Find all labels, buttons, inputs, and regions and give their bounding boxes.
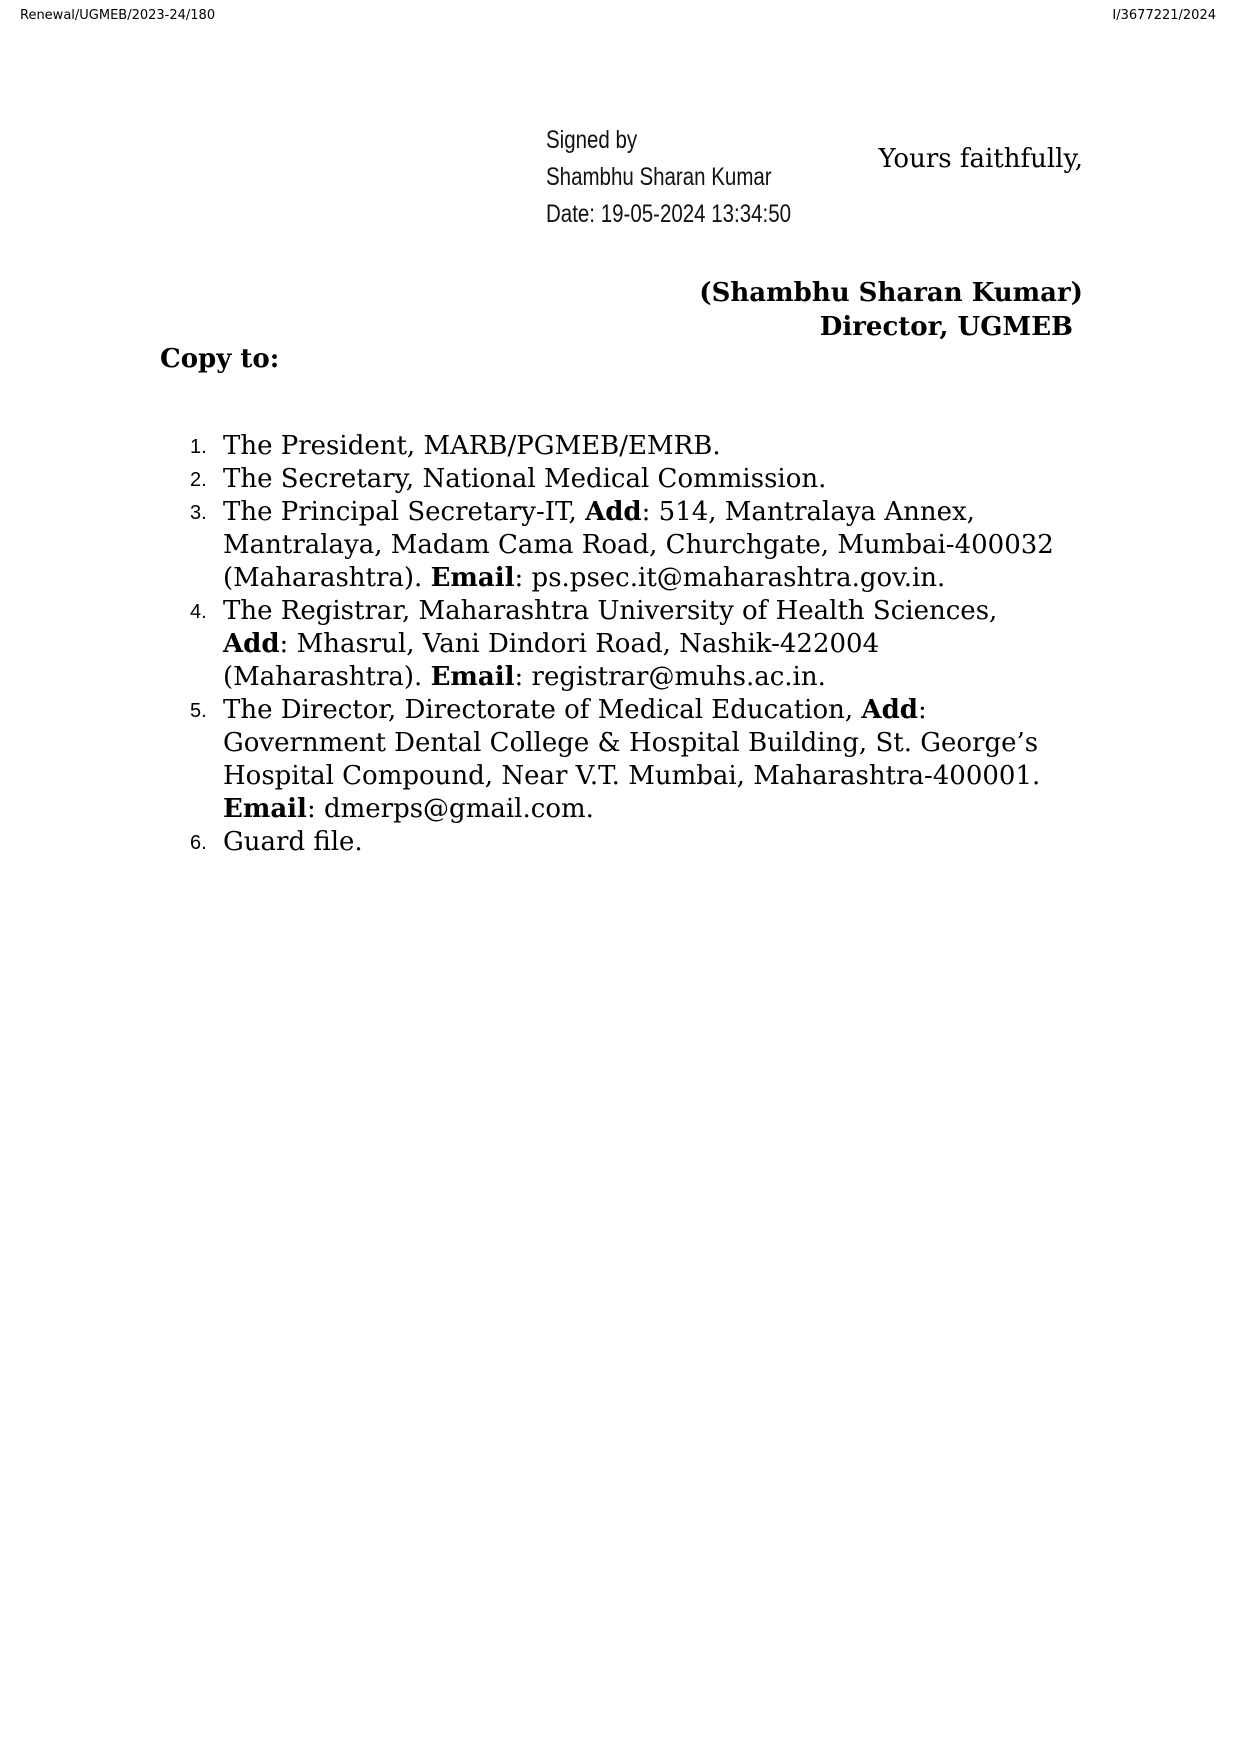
copy-to-heading: Copy to: — [160, 344, 280, 374]
reference-number: Renewal/UGMEB/2023-24/180 — [20, 8, 216, 23]
address-text: : — [917, 695, 927, 725]
document-id: I/3677221/2024 — [1112, 8, 1216, 23]
list-item — [190, 826, 1090, 859]
list-item — [190, 463, 1090, 496]
email-text: : registrar@muhs.ac.in. — [514, 662, 826, 692]
list-item-text: The Principal Secretary-IT, — [223, 497, 586, 527]
list-item — [190, 496, 1090, 595]
list-item-text: The Registrar, Maharashtra University of Health Sciences, — [223, 596, 998, 626]
signature-date: Date: 19-05-2024 13:34:50 — [546, 200, 792, 228]
address-text: : 514, Mantralaya Annex, — [641, 497, 975, 527]
address-text: Government Dental College & Hospital Building, St. George’s — [223, 728, 1039, 758]
list-item — [190, 694, 1090, 826]
signature-signed-by: Signed by — [546, 126, 638, 154]
list-number: 1. — [190, 436, 207, 458]
closing-salutation: Yours faithfully, — [878, 144, 1083, 174]
list-number: 2. — [190, 469, 207, 491]
list-number: 3. — [190, 502, 207, 524]
email-text: : dmerps@gmail.com. — [306, 794, 594, 824]
list-item — [190, 430, 1090, 463]
add-label: Add — [861, 695, 918, 725]
email-label: Email — [223, 794, 307, 824]
address-text: Hospital Compound, Near V.T. Mumbai, Maharashtra-400001. — [223, 761, 1041, 791]
list-item-text: The Secretary, National Medical Commission. — [223, 464, 827, 494]
copy-to-list — [190, 430, 1090, 859]
add-label: Add — [223, 629, 280, 659]
list-item-text: Guard file. — [223, 827, 363, 857]
email-text: : ps.psec.it@maharashtra.gov.in. — [514, 563, 946, 593]
email-label: Email — [430, 563, 515, 593]
signatory-block — [699, 276, 1083, 344]
list-item-text: The Director, Directorate of Medical Education, — [223, 695, 862, 725]
signature-signer-name: Shambhu Sharan Kumar — [546, 163, 772, 191]
signatory-designation: Director, UGMEB — [819, 312, 1073, 342]
digital-signature-block — [546, 122, 791, 233]
address-text: : Mhasrul, Vani Dindori Road, Nashik-422004 — [279, 629, 880, 659]
list-number: 6. — [190, 832, 207, 854]
list-item-text: The President, MARB/PGMEB/EMRB. — [223, 431, 721, 461]
signatory-name: (Shambhu Sharan Kumar) — [699, 278, 1083, 308]
list-item — [190, 595, 1090, 694]
address-text: (Maharashtra). — [223, 662, 431, 692]
address-text: (Maharashtra). — [223, 563, 431, 593]
add-label: Add — [585, 497, 642, 527]
list-number: 4. — [190, 601, 207, 623]
address-text: Mantralaya, Madam Cama Road, Churchgate, Mumbai-400032 — [223, 530, 1054, 560]
list-number: 5. — [190, 700, 207, 722]
email-label: Email — [430, 662, 515, 692]
